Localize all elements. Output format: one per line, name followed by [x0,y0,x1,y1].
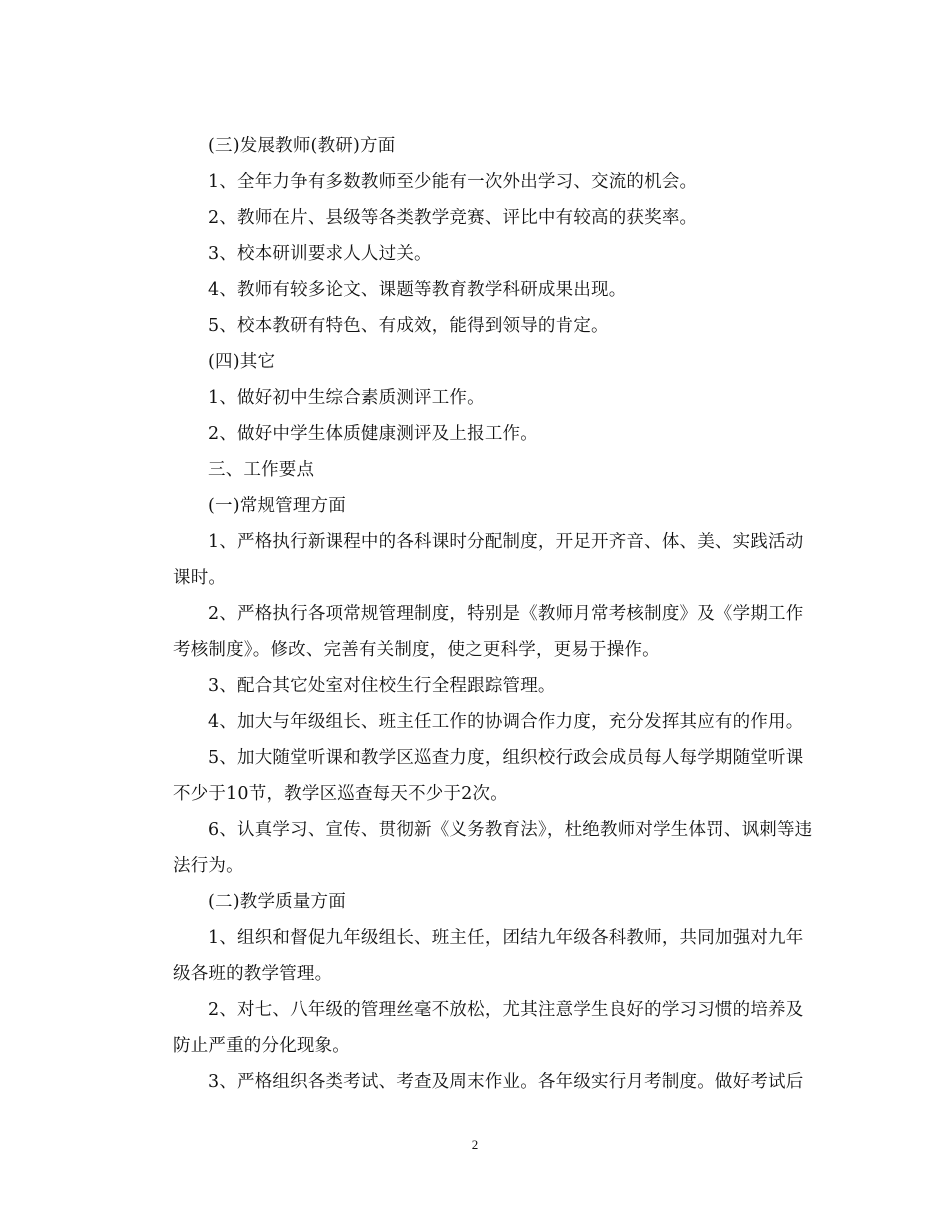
paragraph: 4、加大与年级组长、班主任工作的协调合作力度，充分发挥其应有的作用。 [208,712,804,732]
paragraph: (一)常规管理方面 [208,496,346,516]
page-number: 2 [471,1137,479,1152]
paragraph: 6、认真学习、宣传、贯彻新《义务教育法》，杜绝教师对学生体罚、讽刺等违法行为。 [173,820,813,876]
paragraph: 3、配合其它处室对住校生行全程跟踪管理。 [208,676,556,696]
paragraph: 5、加大随堂听课和教学区巡查力度，组织校行政会成员每人每学期随堂听课不少于10节，教学区巡查每天不少于2次。 [173,748,804,804]
paragraph: 1、组织和督促九年级组长、班主任，团结九年级各科教师，共同加强对九年级各班的教学管理。 [173,928,804,984]
document-body [173,128,813,1100]
paragraph: (四)其它 [208,352,276,372]
paragraph: 2、对七、八年级的管理丝毫不放松，尤其注意学生良好的学习习惯的培养及防止严重的分化现象。 [173,1000,804,1056]
paragraph: 4、教师有较多论文、课题等教育教学科研成果出现。 [208,280,627,300]
paragraph: 2、教师在片、县级等各类教学竞赛、评比中有较高的获奖率。 [208,208,698,228]
paragraph: 1、做好初中生综合素质测评工作。 [208,388,485,408]
paragraph: 1、严格执行新课程中的各科课时分配制度，开足开齐音、体、美、实践活动课时。 [173,532,804,588]
paragraph: 5、校本教研有特色、有成效，能得到领导的肯定。 [208,316,609,336]
paragraph: 3、严格组织各类考试、考查及周末作业。各年级实行月考制度。做好考试后 [208,1072,804,1092]
paragraph: (二)教学质量方面 [208,892,346,912]
paragraph: 2、严格执行各项常规管理制度，特别是《教师月常考核制度》及《学期工作考核制度》。修改、完善有关制度，使之更科学，更易于操作。 [173,604,804,660]
paragraph: 1、全年力争有多数教师至少能有一次外出学习、交流的机会。 [208,172,698,192]
paragraph: 三、工作要点 [208,460,315,480]
paragraph: 3、校本研训要求人人过关。 [208,244,432,264]
paragraph: (三)发展教师(教研)方面 [208,136,396,156]
paragraph: 2、做好中学生体质健康测评及上报工作。 [208,424,538,444]
